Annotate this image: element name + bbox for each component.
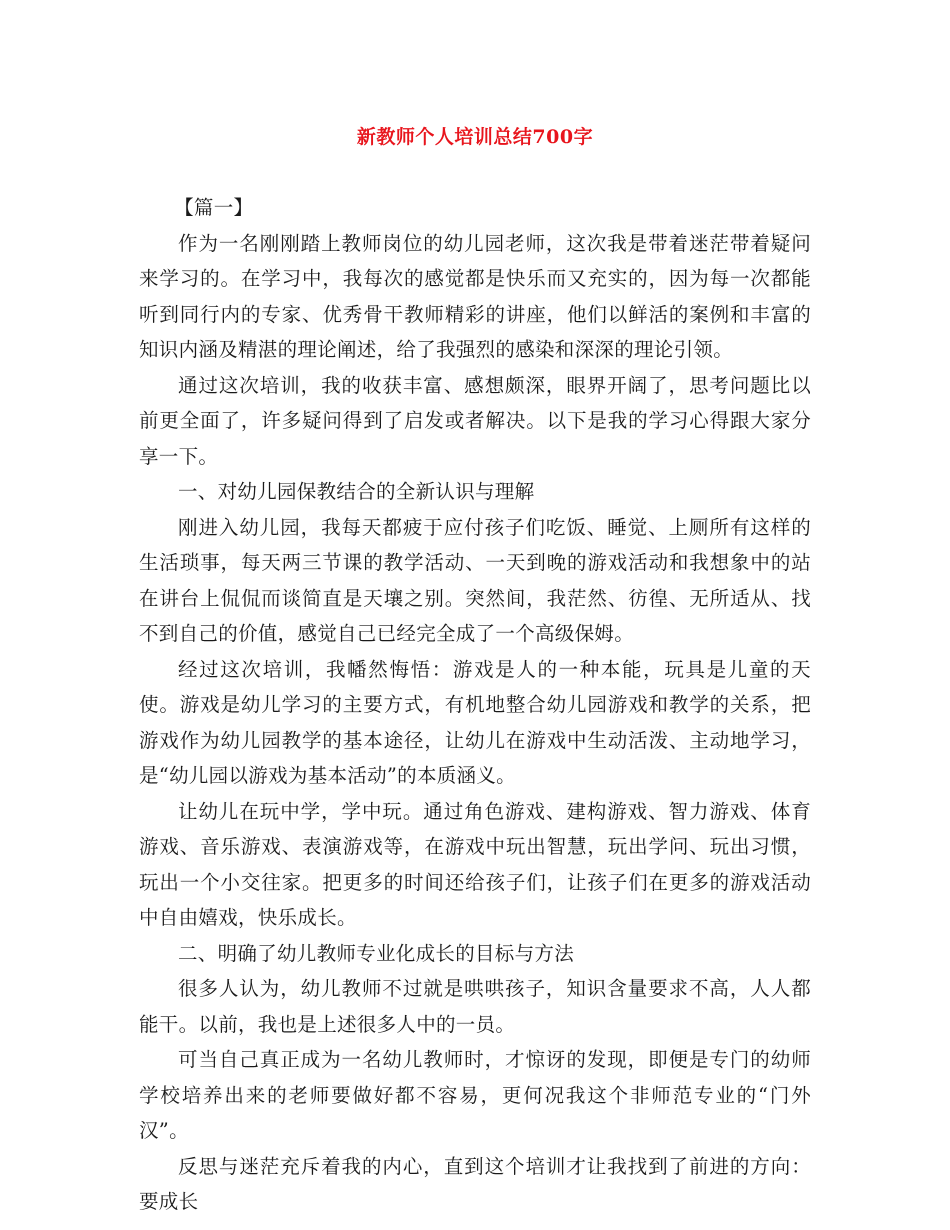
paragraph: 刚进入幼儿园，我每天都疲于应付孩子们吃饭、睡觉、上厕所有这样的生活琐事，每天两三节课的教学活动、一天到晚的游戏活动和我想象中的站在讲台上侃侃而谈简直是天壤之别。突然间，我茫然、彷徨、无所适从、找不到自己的价值，感觉自己已经完全成了一个高级保姆。 — [139, 515, 811, 645]
paragraph: 很多人认为，幼儿教师不过就是哄哄孩子，知识含量要求不高，人人都能干。以前，我也是上述很多人中的一员。 — [139, 977, 811, 1036]
paragraph: 反思与迷茫充斥着我的内心，直到这个培训才让我找到了前进的方向：要成长 — [139, 1154, 811, 1213]
paragraph: 通过这次培训，我的收获丰富、感想颇深，眼界开阔了，思考问题比以前更全面了，许多疑问得到了启发或者解决。以下是我的学习心得跟大家分享一下。 — [139, 373, 811, 468]
heading-1: 一、对幼儿园保教结合的全新认识与理解 — [178, 480, 535, 503]
paragraph: 作为一名刚刚踏上教师岗位的幼儿园老师，这次我是带着迷茫带着疑问来学习的。在学习中，我每次的感觉都是快乐而又充实的，因为每一次都能听到同行内的专家、优秀骨干教师精彩的讲座，他们以鲜活的案例和丰富的知识内涵及精湛的理论阐述，给了我强烈的感染和深深的理论引领。 — [139, 231, 811, 361]
document-body — [139, 190, 811, 1220]
document-title: 新教师个人培训总结700字 — [356, 126, 594, 148]
heading-2: 二、明确了幼儿教师专业化成长的目标与方法 — [178, 941, 575, 965]
paragraph: 经过这次培训，我幡然悔悟：游戏是人的一种本能，玩具是儿童的天使。游戏是幼儿学习的主要方式，有机地整合幼儿园游戏和教学的关系，把游戏作为幼儿园教学的基本途径，让幼儿在游戏中生动活泼、主动地学习，是“幼儿园以游戏为基本活动”的本质涵义。 — [139, 657, 811, 787]
paragraph: 让幼儿在玩中学，学中玩。通过角色游戏、建构游戏、智力游戏、体育游戏、音乐游戏、表演游戏等，在游戏中玩出智慧，玩出学问、玩出习惯，玩出一个小交往家。把更多的时间还给孩子们，让孩子们在更多的游戏活动中自由嬉戏，快乐成长。 — [139, 799, 811, 929]
paragraph: 可当自己真正成为一名幼儿教师时，才惊讶的发现，即便是专门的幼师学校培养出来的老师要做好都不容易，更何况我这个非师范专业的“门外汉”。 — [139, 1048, 811, 1142]
section-label: 【篇一】 — [174, 196, 254, 219]
